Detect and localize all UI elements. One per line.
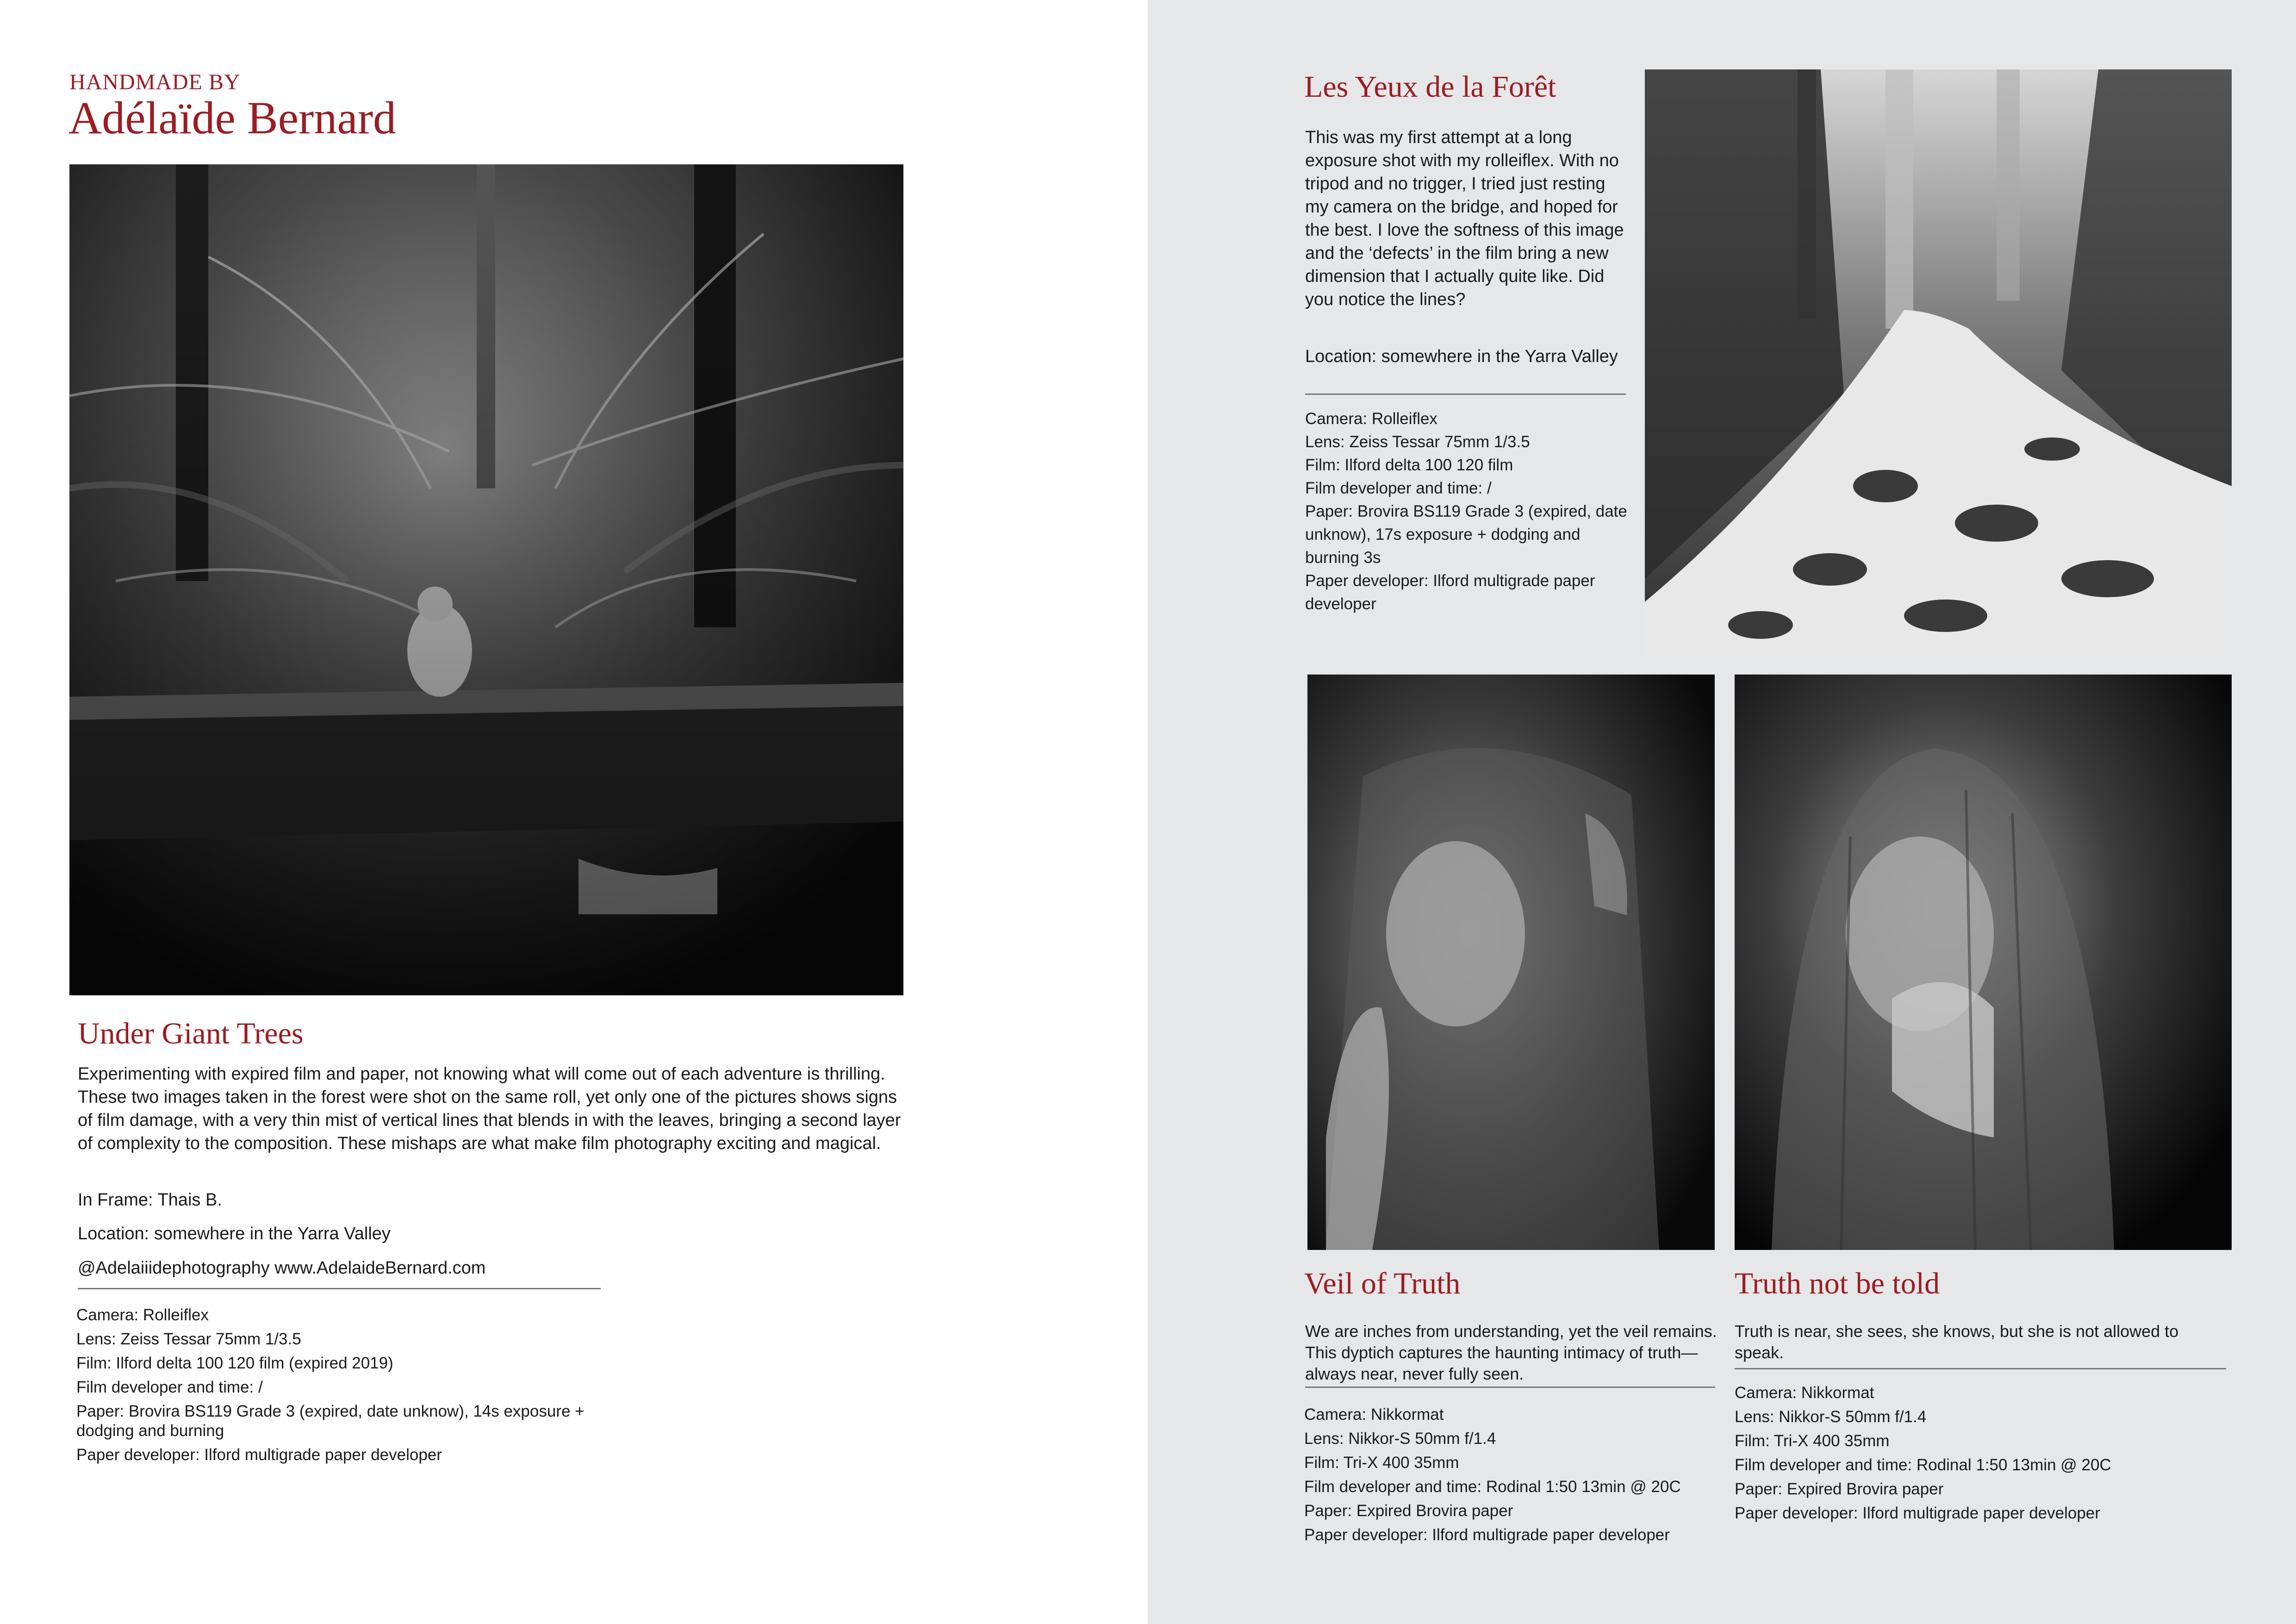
- spec-paper-developer: Paper developer: Ilford multigrade paper developer: [1304, 1526, 1670, 1544]
- author-name: Adélaïde Bernard: [68, 92, 397, 144]
- spec-camera: Camera: Rolleiflex: [76, 1306, 209, 1324]
- photo-truth-not-be-told: [1735, 675, 2232, 1250]
- spec-film-developer: Film developer and time: /: [1305, 479, 1492, 497]
- specs-left: [76, 1303, 609, 1467]
- spec-paper-developer: Paper developer: Ilford multigrade paper developer: [76, 1446, 442, 1464]
- specs-truth-not-be-told: [1735, 1381, 2225, 1525]
- spec-paper-developer: Paper developer: Ilford multigrade paper developer: [1735, 1504, 2100, 1522]
- title-les-yeux: Les Yeux de la Forêt: [1304, 70, 1556, 104]
- spec-paper: Paper: Brovira BS119 Grade 3 (expired, date unknow), 17s exposure + dodging and burning 3s: [1305, 502, 1627, 567]
- divider-left: [78, 1288, 601, 1289]
- spec-lens: Lens: Zeiss Tessar 75mm 1/3.5: [76, 1330, 301, 1348]
- spec-film-developer: Film developer and time: /: [76, 1378, 263, 1396]
- divider-les-yeux: [1305, 394, 1626, 395]
- spec-film-developer: Film developer and time: Rodinal 1:50 13min @ 20C: [1304, 1478, 1681, 1496]
- photo-veil-of-truth: [1307, 675, 1715, 1250]
- spec-film: Film: Tri-X 400 35mm: [1304, 1454, 1459, 1472]
- title-veil-of-truth: Veil of Truth: [1304, 1267, 1461, 1300]
- spec-camera: Camera: Nikkormat: [1304, 1405, 1444, 1424]
- divider-truth: [1735, 1368, 2226, 1369]
- spec-lens: Lens: Nikkor-S 50mm f/1.4: [1735, 1408, 1927, 1426]
- location-les-yeux: Location: somewhere in the Yarra Valley: [1305, 347, 1618, 366]
- spec-paper-developer: Paper developer: Ilford multigrade paper developer: [1305, 572, 1595, 613]
- divider-veil: [1305, 1387, 1715, 1388]
- description-truth-not-be-told: Truth is near, she sees, she knows, but she is not allowed to speak.: [1735, 1322, 2179, 1362]
- description-les-yeux: This was my first attempt at a long exposure shot with my rolleiflex. With no tripod and no trigger, I tried just resting my camera on the bridge, and hoped for the best. I love the softness of this image and the ‘defects’ in the film bring a new dimension that I actually quite like. Did you notice the lines?: [1305, 128, 1624, 309]
- spec-paper: Paper: Expired Brovira paper: [1735, 1480, 1944, 1498]
- spec-film: Film: Tri-X 400 35mm: [1735, 1432, 1890, 1450]
- spec-camera: Camera: Nikkormat: [1735, 1384, 1874, 1402]
- spec-lens: Lens: Nikkor-S 50mm f/1.4: [1304, 1430, 1496, 1448]
- spec-film: Film: Ilford delta 100 120 film (expired 2019): [76, 1354, 393, 1372]
- title-truth-not-be-told: Truth not be told: [1735, 1267, 1940, 1300]
- in-frame: In Frame: Thais B.: [78, 1190, 222, 1210]
- spec-lens: Lens: Zeiss Tessar 75mm 1/3.5: [1305, 433, 1530, 451]
- spec-camera: Camera: Rolleiflex: [1305, 410, 1437, 428]
- social-links[interactable]: @Adelaiiidephotography www.AdelaideBernard.com: [78, 1258, 486, 1278]
- specs-veil-of-truth: [1304, 1403, 1721, 1547]
- location-left: Location: somewhere in the Yarra Valley: [78, 1224, 391, 1243]
- spec-paper: Paper: Expired Brovira paper: [1304, 1502, 1513, 1520]
- spec-film: Film: Ilford delta 100 120 film: [1305, 456, 1513, 474]
- spec-film-developer: Film developer and time: Rodinal 1:50 13min @ 20C: [1735, 1456, 2111, 1474]
- specs-les-yeux: [1305, 407, 1629, 616]
- photo-under-giant-trees: [69, 164, 903, 995]
- photo-les-yeux-river: [1645, 69, 2232, 656]
- description-under-giant-trees: Experimenting with expired film and paper, not knowing what will come out of each adventure is thrilling. These two images taken in the forest were shot on the same roll, yet only one of the pictures shows signs of film damage, with a very thin mist of vertical lines that blends in with the leaves, bringing a second layer of complexity to the composition. These mishaps are what make film photography exciting and magical.: [78, 1064, 901, 1153]
- title-under-giant-trees: Under Giant Trees: [78, 1017, 304, 1050]
- kicker: HANDMADE BY: [69, 70, 241, 94]
- spec-paper: Paper: Brovira BS119 Grade 3 (expired, date unknow), 14s exposure + dodging and burning: [76, 1402, 585, 1440]
- description-veil-of-truth: We are inches from understanding, yet the veil remains. This dyptich captures the haunting intimacy of truth—always near, never fully seen.: [1305, 1322, 1717, 1383]
